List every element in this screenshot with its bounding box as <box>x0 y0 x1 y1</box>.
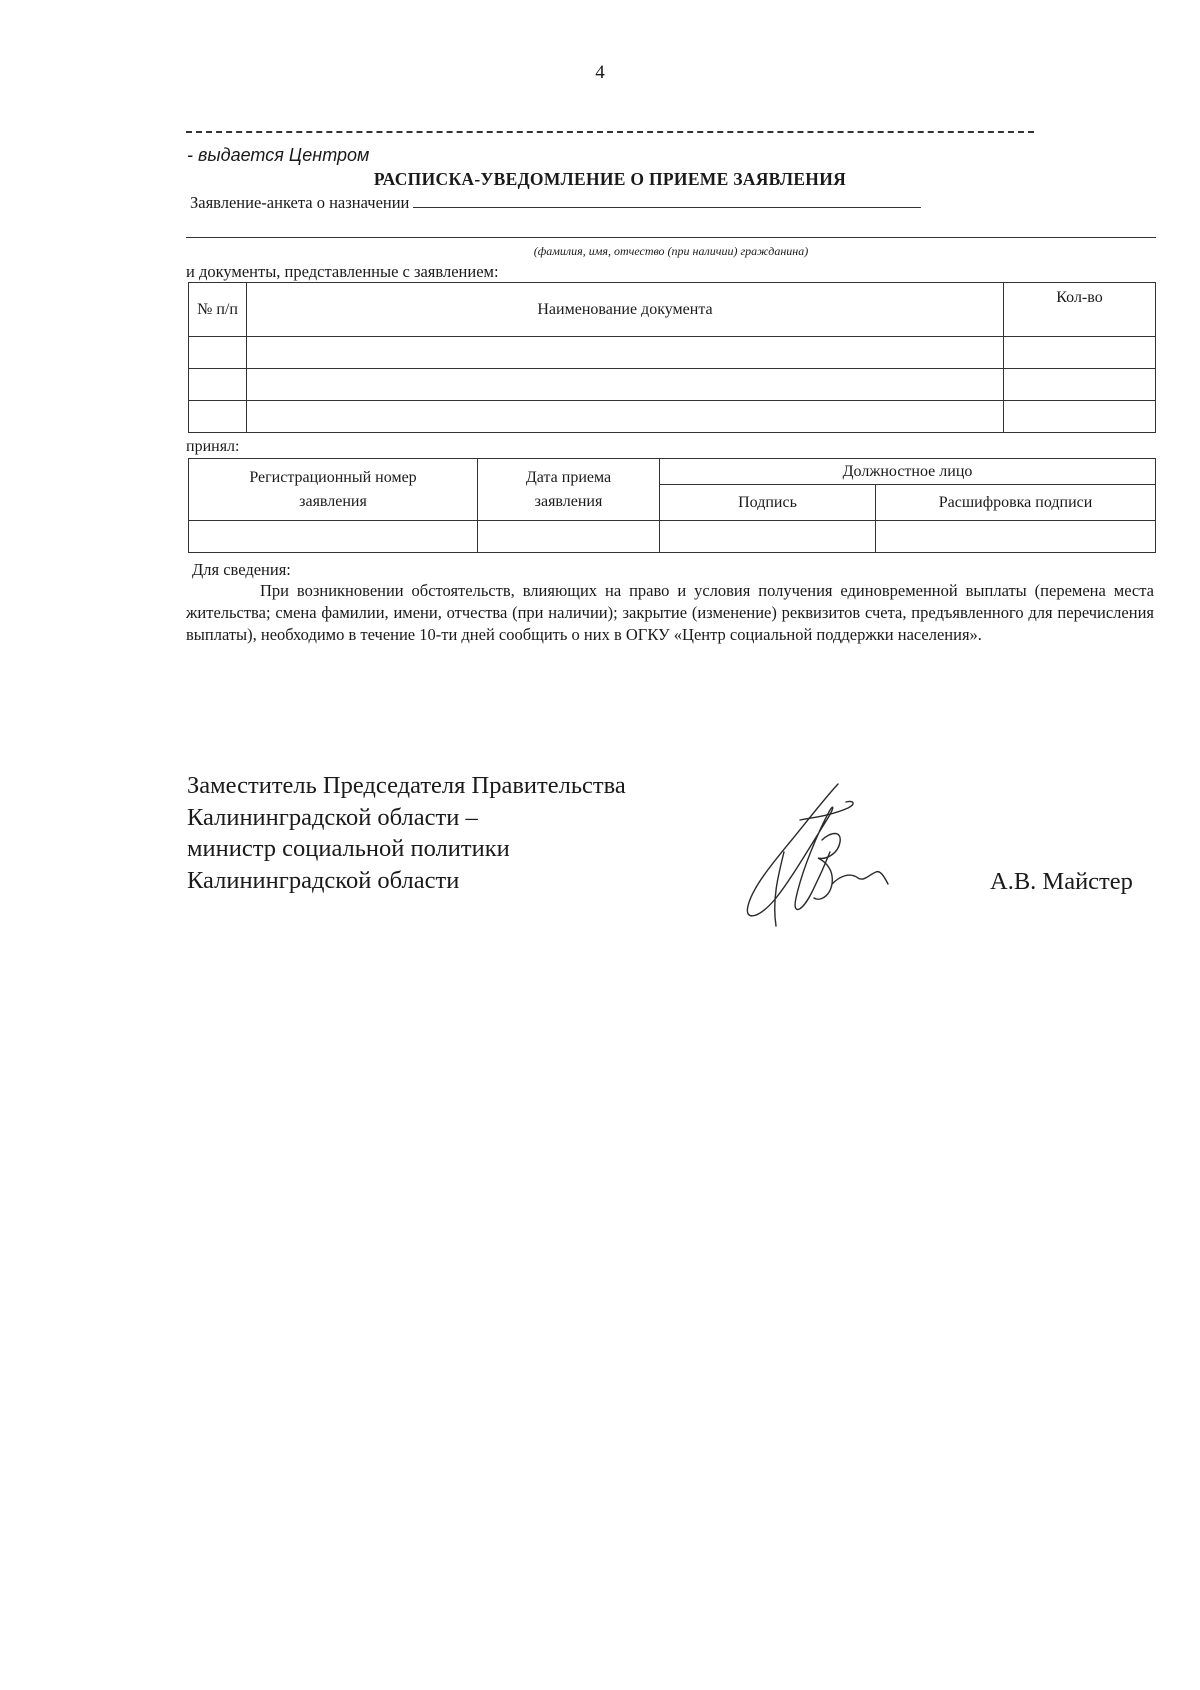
signatory-name: А.В. Майстер <box>990 868 1133 895</box>
table-row <box>189 337 1156 369</box>
signatory-line: Калининградской области – <box>187 803 478 831</box>
header-registration-number: Регистрационный номер заявления <box>189 459 478 521</box>
document-title: РАСПИСКА-УВЕДОМЛЕНИЕ О ПРИЕМЕ ЗАЯВЛЕНИЯ <box>373 169 847 189</box>
header-document-name: Наименование документа <box>247 283 1004 337</box>
table-row <box>189 369 1156 401</box>
cell-document-name <box>247 337 1004 369</box>
page-number: 4 <box>595 62 605 83</box>
cell-document-name <box>247 369 1004 401</box>
table-row <box>189 521 1156 553</box>
handwritten-signature <box>730 780 910 930</box>
cell-number <box>189 369 247 401</box>
header-official: Должностное лицо <box>660 459 1156 485</box>
signatory-line: Калининградской области <box>187 866 460 894</box>
cell-signature <box>660 521 876 553</box>
signatory-position <box>187 770 626 896</box>
fio-caption: (фамилия, имя, отчество (при наличии) гражданина) <box>533 244 809 258</box>
received-label: принял: <box>186 438 240 455</box>
cut-line <box>186 131 1034 133</box>
signatory-line: Заместитель Председателя Правительства <box>187 772 626 799</box>
header-receipt-date: Дата приема заявления <box>478 459 660 521</box>
cell-number <box>189 401 247 433</box>
issued-by-note: - выдается Центром <box>187 145 370 165</box>
cell-quantity <box>1004 337 1156 369</box>
cell-quantity <box>1004 369 1156 401</box>
header-quantity: Кол-во <box>1004 283 1156 337</box>
application-blank <box>413 193 921 208</box>
documents-intro: и документы, представленные с заявлением: <box>186 262 499 281</box>
fio-rule <box>186 237 1156 238</box>
cell-registration-number <box>189 521 478 553</box>
cell-signature-decoding <box>876 521 1156 553</box>
header-signature-decoding: Расшифровка подписи <box>876 485 1156 521</box>
cell-document-name <box>247 401 1004 433</box>
header-signature: Подпись <box>660 485 876 521</box>
documents-table <box>188 282 1156 433</box>
cell-quantity <box>1004 401 1156 433</box>
table-row <box>189 401 1156 433</box>
signatory-line: министр социальной политики <box>187 835 510 862</box>
cell-receipt-date <box>478 521 660 553</box>
header-number: № п/п <box>189 283 247 337</box>
cell-number <box>189 337 247 369</box>
info-paragraph: При возникновении обстоятельств, влияющих на право и условия получения единовременной выплаты (перемена места жительства; смена фамилии, имени, отчества (при наличии); закрытие (изменение) реквизитов счета, предъявленного для перечисления выплаты), необходимо в течение 10-ти дней сообщить о них в ОГКУ «Центр социальной поддержки населения». <box>186 581 1154 644</box>
application-line <box>190 193 921 213</box>
info-label: Для сведения: <box>192 560 291 579</box>
application-label: Заявление-анкета о назначении <box>190 193 410 212</box>
receipt-table <box>188 458 1156 553</box>
